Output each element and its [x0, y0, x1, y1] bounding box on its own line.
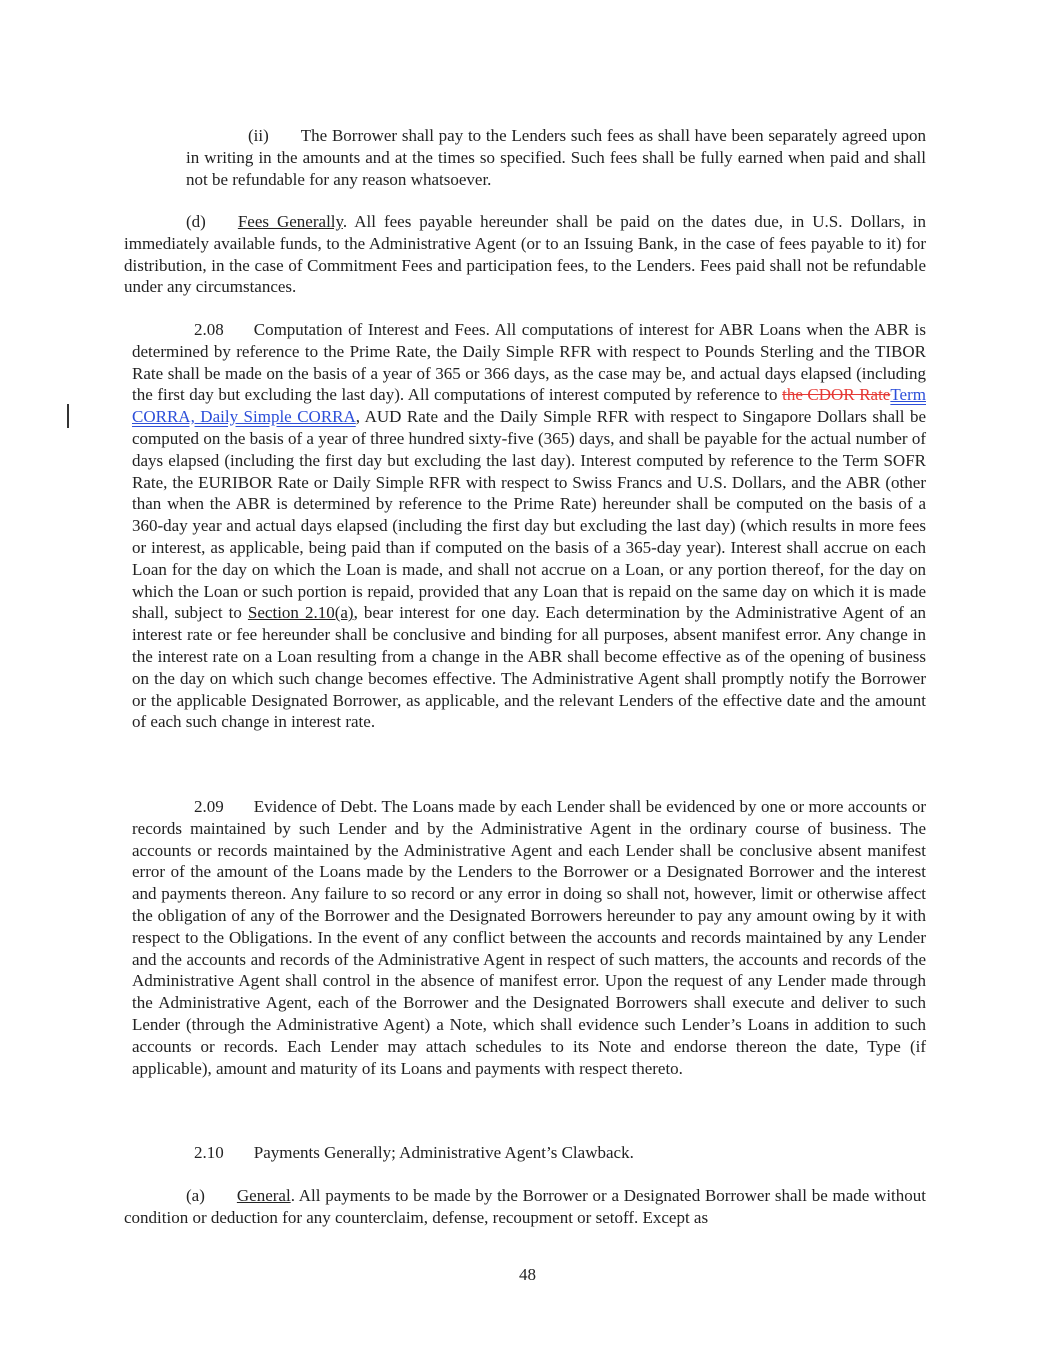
paragraph-ii-text: The Borrower shall pay to the Lenders such fees as shall have been separately agreed upon in writing in the amounts and at the times so specified. Such fees shall be fully earned when paid and shall not be refundable for any reason whatsoever. [186, 126, 926, 189]
paragraph-d-text: . All fees payable hereunder shall be paid on the dates due, in U.S. Dollars, in immediately available funds, to the Administrative Agent (or to an Issuing Bank, in the case of fees payable to it) for distribution, in the case of Commitment Fees and participation fees, to the Lenders. Fees paid shall not be refundable under any circumstances. [124, 212, 927, 297]
paragraph-a [124, 1185, 926, 1229]
section-2-08-text-before: Computation of Interest and Fees. All computations of interest for ABR Loans when the ABR is determined by reference to the Prime Rate, the Daily Simple RFR with respect to Pounds Sterling and the TIBOR Rate shall be made on the basis of a year of 365 or 366 days, as the case may be, and actual days elapsed (including the first day but excluding the last day). All computations of interest computed by reference to [132, 320, 926, 405]
paragraph-a-label: (a) [186, 1186, 205, 1205]
section-2-09 [132, 796, 926, 1079]
paragraph-d-heading: Fees Generally [237, 212, 343, 231]
section-2-09-number: 2.09 [194, 797, 224, 816]
paragraph-a-text: . All payments to be made by the Borrower or a Designated Borrower shall be made without condition or deduction for any counterclaim, defense, recoupment or setoff. Except as [124, 1186, 926, 1227]
section-2-08 [132, 319, 926, 733]
section-2-10 [194, 1142, 634, 1164]
paragraph-ii-label: (ii) [248, 126, 269, 145]
deleted-text: the CDOR Rate [782, 385, 891, 405]
section-2-10-title: Payments Generally; Administrative Agent’s Clawback. [253, 1143, 634, 1162]
section-2-08-text-mid: , AUD Rate and the Daily Simple RFR with respect to Singapore Dollars shall be computed on the basis of a year of three hundred sixty-five (365) days, and shall be payable for the actual number of days elapsed (including the first day but excluding the last day). Interest computed by reference to the Term SOFR Rate, the EURIBOR Rate or Daily Simple RFR with respect to Swiss Francs and U.S. Dollars, and the ABR (other than when the ABR is determined by reference to the Prime Rate) hereunder shall be computed on the basis of a 360-day year and actual days elapsed (including the first day but excluding the last day) (which results in more fees or interest, as applicable, being paid than if computed on the basis of a 365-day year). Interest shall accrue on each Loan for the day on which the Loan is made, and shall not accrue on a Loan, or any portion thereof, for the day on which the Loan or such portion is repaid, provided that any Loan that is repaid on the same day on which it is made shall, subject to [132, 407, 926, 623]
inserted-text: Term CORRA, Daily Simple CORRA [132, 385, 926, 427]
paragraph-a-heading: General [236, 1186, 291, 1205]
change-bar [67, 404, 69, 428]
section-2-10a-link: Section 2.10(a) [247, 603, 354, 623]
paragraph-d-label: (d) [186, 212, 206, 231]
section-2-10-number: 2.10 [194, 1143, 224, 1162]
paragraph-ii [186, 125, 926, 190]
section-2-08-text-after: , bear interest for one day. Each determination by the Administrative Agent of an interest rate or fee hereunder shall be conclusive and binding for all purposes, absent manifest error. Any change in the interest rate on a Loan resulting from a change in the ABR shall become effective as of the opening of business on the day on which such change becomes effective. The Administrative Agent shall promptly notify the Borrower or the applicable Designated Borrower, as applicable, and the relevant Lenders of the effective date and the amount of each such change in interest rate. [132, 603, 926, 732]
paragraph-d [124, 211, 926, 298]
section-2-09-text: Evidence of Debt. The Loans made by each Lender shall be evidenced by one or more accounts or records maintained by such Lender and by the Administrative Agent in the ordinary course of business. The accounts or records maintained by the Administrative Agent and each Lender shall be conclusive absent manifest error of the amount of the Loans made by the Lenders to the Borrower or a Designated Borrower and the interest and payments thereon. Any failure to so record or any error in doing so shall not, however, limit or otherwise affect the obligation of any of the Borrower and the Designated Borrowers hereunder to pay any amount owing by it with respect to the Obligations. In the event of any conflict between the accounts and records maintained by any Lender and the accounts and records of the Administrative Agent in respect of such matters, the accounts and records of the Administrative Agent shall control in the absence of manifest error. Upon the request of any Lender made through the Administrative Agent, each of the Borrower and the Designated Borrowers shall execute and deliver to such Lender (through the Administrative Agent) a Note, which shall evidence such Lender’s Loans in addition to such accounts or records. Each Lender may attach schedules to its Note and endorse thereon the date, Type (if applicable), amount and maturity of its Loans and payments with respect thereto. [132, 797, 926, 1078]
section-2-08-number: 2.08 [194, 320, 224, 339]
page-number: 48 [519, 1265, 536, 1284]
